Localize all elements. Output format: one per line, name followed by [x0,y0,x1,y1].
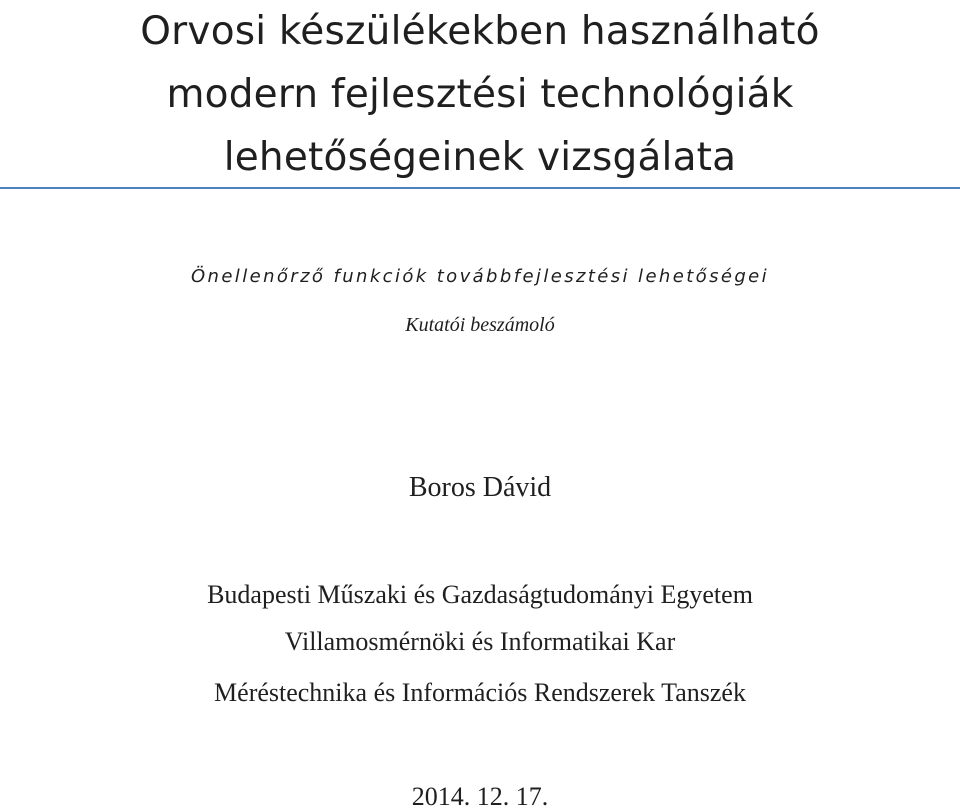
author-name: Boros Dávid [408,472,552,503]
title-divider [0,187,960,189]
document-date: 2014. 12. 17. [411,782,549,811]
affiliation-faculty: Villamosmérnöki és Informatikai Kar [284,627,676,656]
document-title [0,0,960,189]
document-subtitle: Önellenőrző funkciók továbbfejlesztési lehetőségei [190,266,770,287]
affiliation-department: Méréstechnika és Információs Rendszerek Tanszék [214,678,746,707]
title-line-1: Orvosi készülékekben használható [140,9,820,54]
title-line-2: modern fejlesztési technológiák [166,72,794,117]
title-line-3: lehetőségeinek vizsgálata [223,135,737,180]
affiliation-university: Budapesti Műszaki és Gazdaságtudományi Egyetem [207,580,753,609]
report-type: Kutatói beszámoló [405,314,555,336]
